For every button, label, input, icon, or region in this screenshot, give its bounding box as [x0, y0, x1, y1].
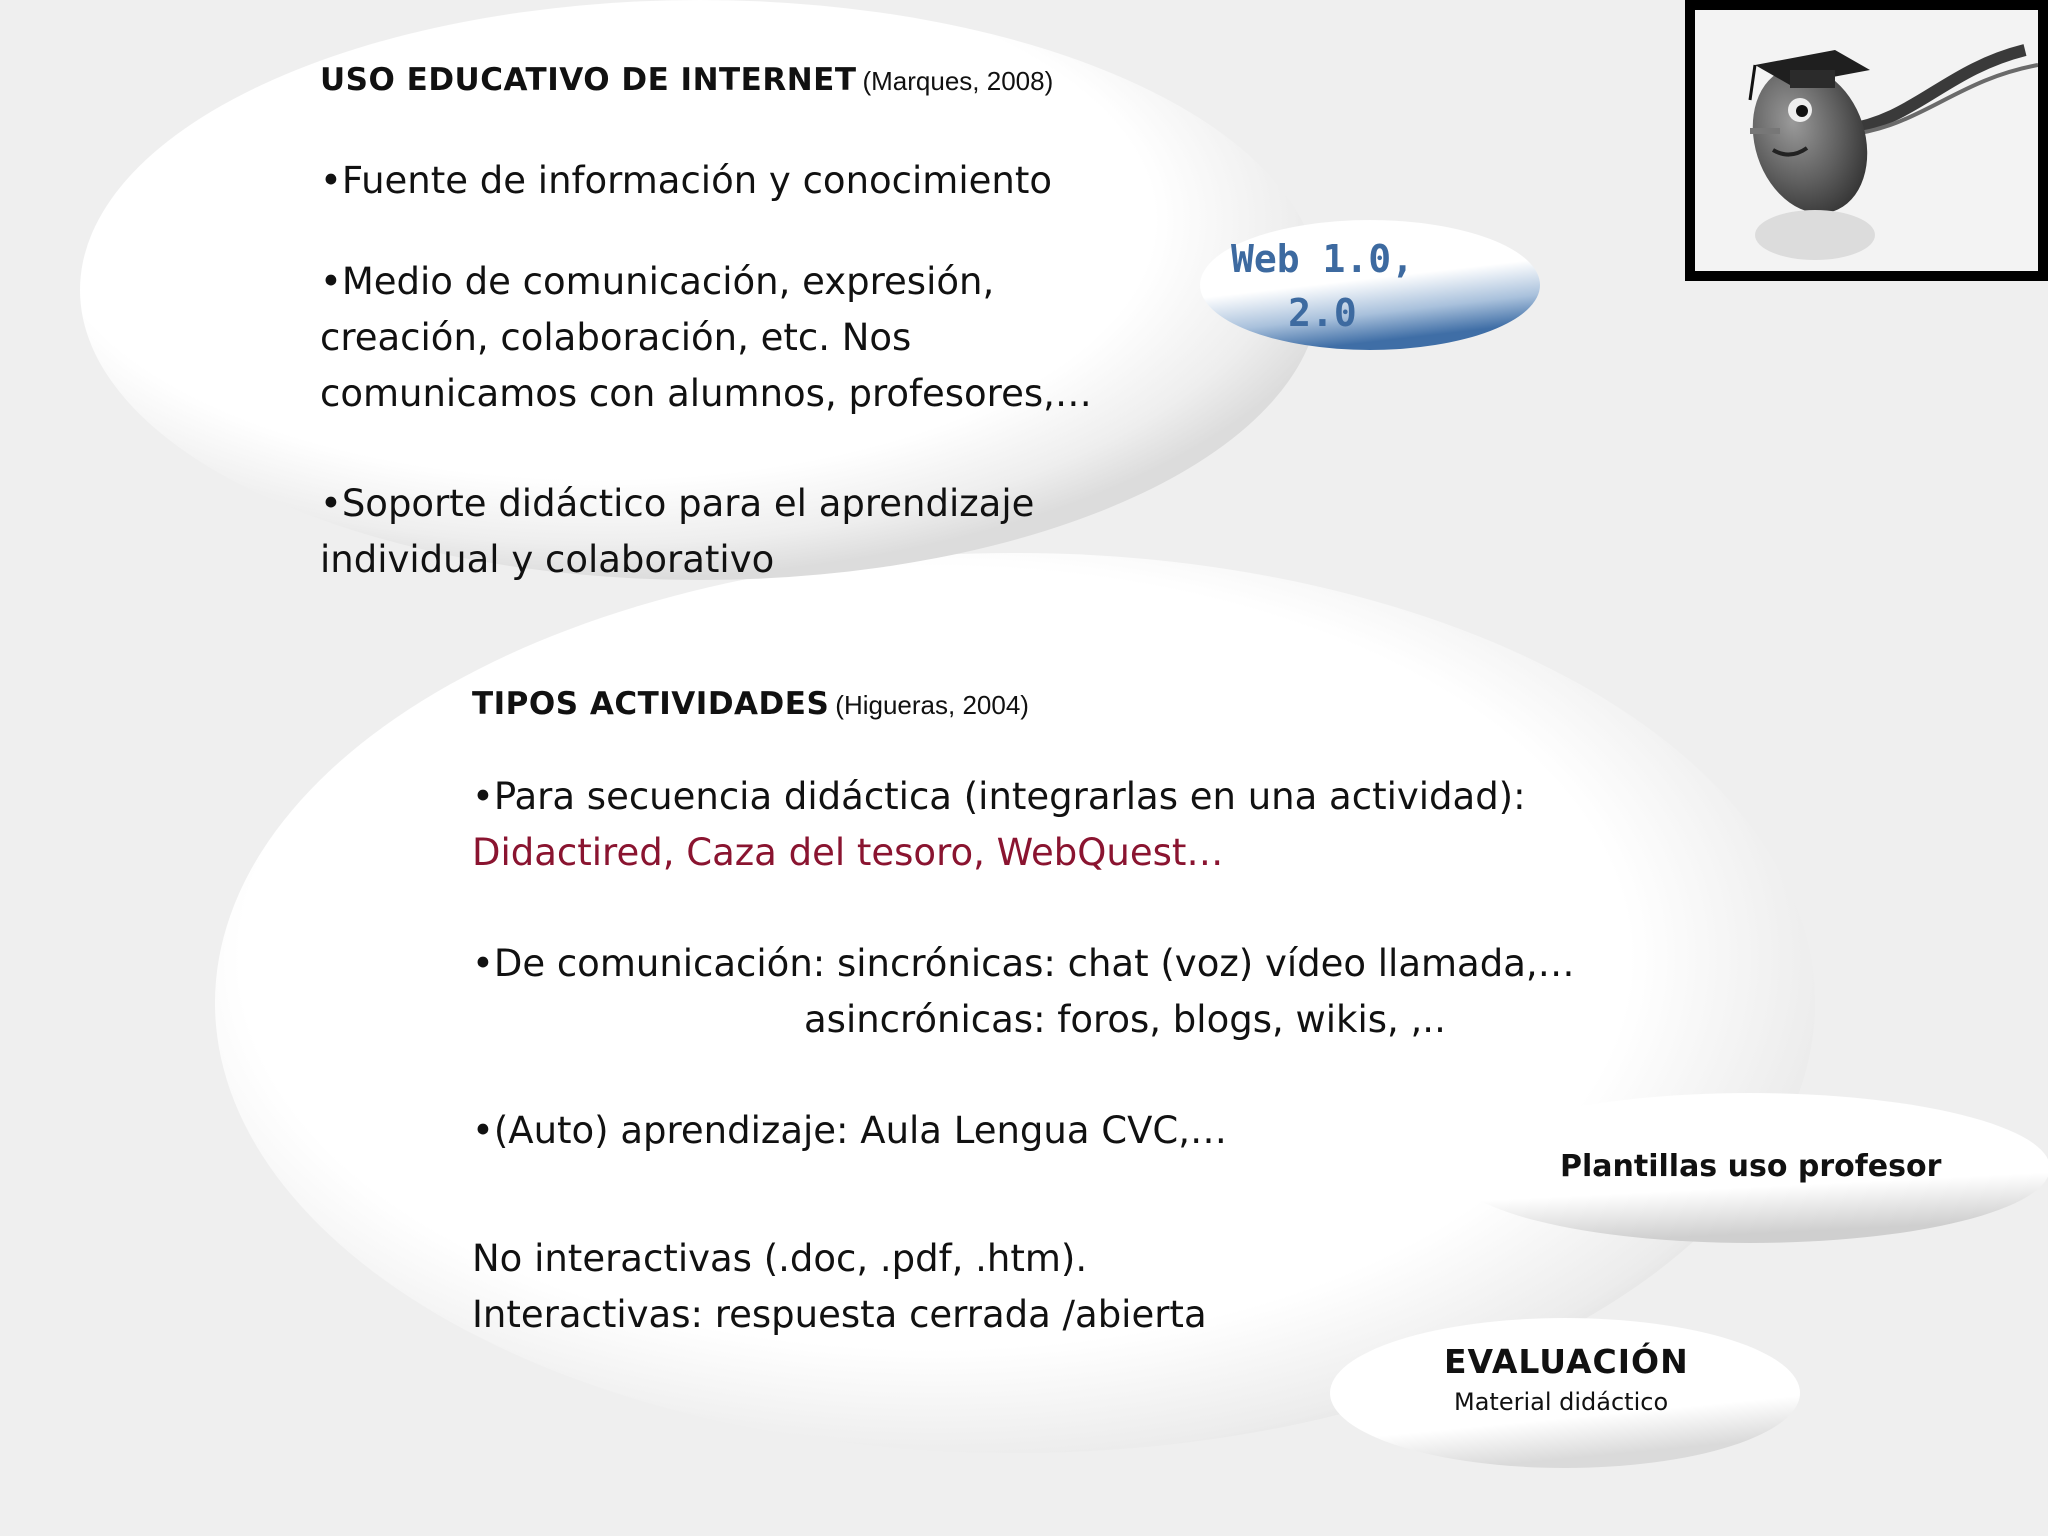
section2-citation: (Higueras, 2004) [835, 690, 1029, 720]
plantillas-label[interactable]: Plantillas uso profesor [1560, 1149, 1942, 1184]
section2-line-1: •Para secuencia didáctica (integrarlas en una actividad): [472, 775, 1526, 818]
section1-bullet-3-line2: individual y colaborativo [320, 538, 775, 581]
mascot-image-frame [1685, 0, 2048, 281]
section2-resources-link-line: Didactired, Caza del tesoro, WebQuest… [472, 831, 1224, 874]
web-version-line2: 2.0 [1288, 291, 1357, 335]
section2-heading [472, 686, 1029, 722]
section1-title: USO EDUCATIVO DE INTERNET [320, 62, 857, 98]
section1-heading [320, 62, 1053, 98]
section2-title: TIPOS ACTIVIDADES [472, 686, 830, 722]
section1-bullet-3-line1: •Soporte didáctico para el aprendizaje [320, 482, 1035, 525]
evaluacion-title[interactable]: EVALUACIÓN [1444, 1342, 1689, 1381]
evaluacion-subtitle: Material didáctico [1454, 1388, 1669, 1416]
web-version-label [1215, 232, 1430, 340]
section1-bullet-2-line3: comunicamos con alumnos, profesores,… [320, 372, 1092, 415]
section2-line-3: •De comunicación: sincrónicas: chat (voz) vídeo llamada,… [472, 942, 1575, 985]
web-version-line1: Web 1.0, [1230, 237, 1415, 281]
section1-bullet-2-line2: creación, colaboración, etc. Nos [320, 316, 912, 359]
mascot-image [1695, 10, 2038, 271]
section1-bullet-2-line1: •Medio de comunicación, expresión, [320, 260, 995, 303]
section1-bullet-1: •Fuente de información y conocimiento [320, 159, 1052, 202]
section2-line-5: •(Auto) aprendizaje: Aula Lengua CVC,… [472, 1109, 1228, 1152]
section1-citation: (Marques, 2008) [862, 66, 1054, 96]
graduation-plug-mascot-icon [1695, 10, 2038, 271]
section2-line-4: asincrónicas: foros, blogs, wikis, ,.. [804, 998, 1446, 1041]
section2-line-7: Interactivas: respuesta cerrada /abierta [472, 1293, 1207, 1336]
section2-line-6: No interactivas (.doc, .pdf, .htm). [472, 1237, 1088, 1280]
